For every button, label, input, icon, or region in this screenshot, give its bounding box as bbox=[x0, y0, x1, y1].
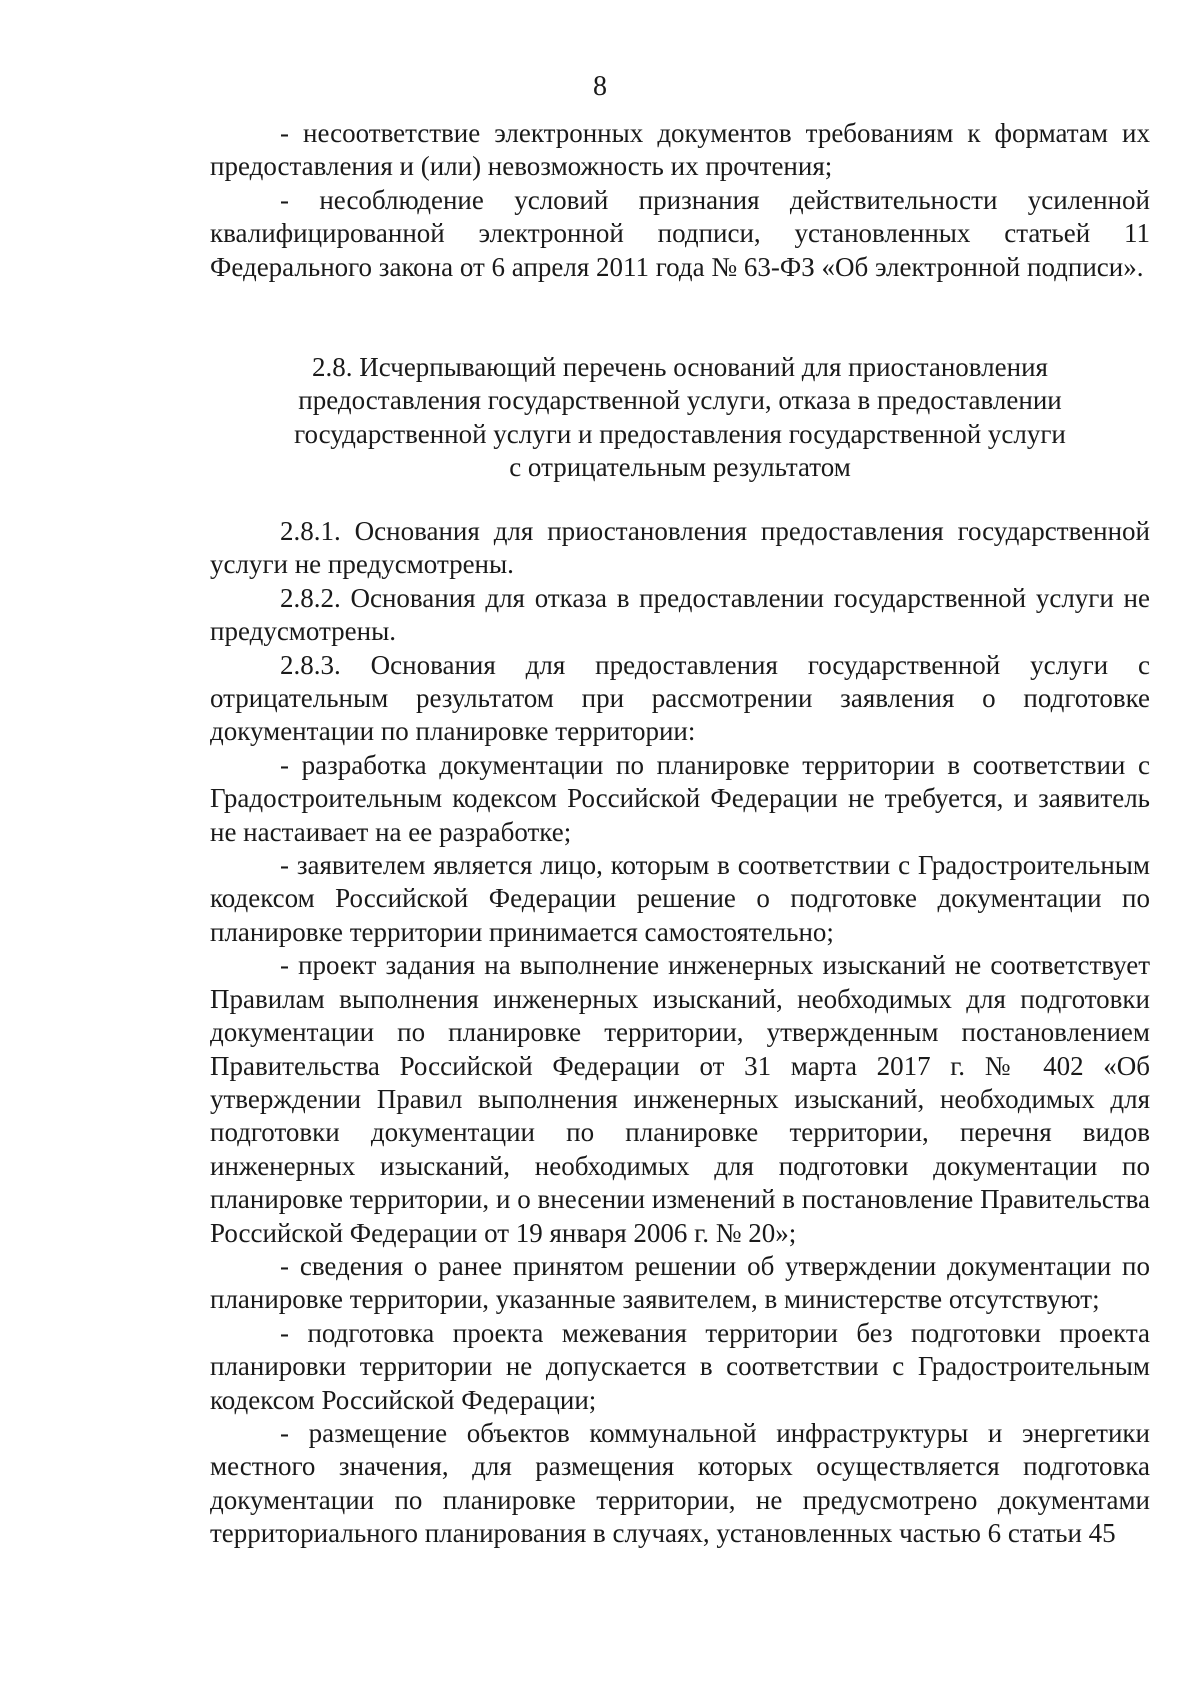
paragraph-2-8-1: 2.8.1. Основания для приостановления предоставления государственной услуги не предусмотрены. bbox=[210, 516, 1150, 580]
paragraph-2-8-2: 2.8.2. Основания для отказа в предоставлении государственной услуги не предусмотрены. bbox=[210, 582, 1150, 647]
list-item-self-decision: - заявителем является лицо, которым в соответствии с Градостроительным кодексом Российской Федерации решение о подготовке документации по планировке территории принимается самостоятельно; bbox=[210, 850, 1150, 947]
paragraph-2-8-3: 2.8.3. Основания для предоставления государственной услуги с отрицательным результатом при рассмотрении заявления о подготовке документации по планировке территории: bbox=[210, 649, 1150, 747]
page-number: 8 bbox=[593, 71, 607, 102]
list-item-survey-project: - подготовка проекта межевания территории без подготовки проекта планировки территории не допускается в соответствии с Градостроительным кодексом Российской Федерации; bbox=[210, 1317, 1150, 1415]
body-section bbox=[210, 515, 1150, 1551]
list-item-not-required: - разработка документации по планировке территории в соответствии с Градостроительным кодексом Российской Федерации не требуется, и заявитель не настаивает на ее разработке; bbox=[210, 749, 1150, 847]
section-heading-2-8 bbox=[240, 351, 1120, 485]
paragraph-format-mismatch: - несоответствие электронных документов требованиям к форматам их предоставления и (или) невозможность их прочтения; bbox=[210, 118, 1150, 182]
heading-line: предоставления государственной услуги, отказа в предоставлении bbox=[298, 385, 1062, 416]
heading-line: 2.8. Исчерпывающий перечень оснований для приостановления bbox=[312, 352, 1048, 382]
top-section bbox=[210, 117, 1150, 284]
list-item-infrastructure: - размещение объектов коммунальной инфраструктуры и энергетики местного значения, для размещения которых осуществляется подготовка документации по планировке территории, не предусмотрено документами территориального планирования в случаях, установленных частью 6 статьи 45 bbox=[210, 1417, 1150, 1549]
heading-line: государственной услуги и предоставления государственной услуги bbox=[294, 418, 1066, 449]
paragraph-signature-conditions: - несоблюдение условий признания действительности усиленной квалифицированной электронной подписи, установленных статьей 11 Федерального закона от 6 апреля 2011 года № 63-ФЗ «Об электронной подписи». bbox=[210, 184, 1150, 282]
list-item-no-prior-decision: - сведения о ранее принятом решении об утверждении документации по планировке территории, указанные заявителем, в министерстве отсутствуют; bbox=[210, 1250, 1150, 1315]
list-item-survey-mismatch: - проект задания на выполнение инженерных изысканий не соответствует Правилам выполнения инженерных изысканий, необходимых для подготовки документации по планировке территории, утвержденным постановлением Правительства Российской Федерации от 31 марта 2017 г. № 402 «Об утверждении Правил выполнения инженерных изысканий, необходимых для подготовки документации по планировке территории, перечня видов инженерных изысканий, необходимых для подготовки документации по планировке территории, и о внесении изменений в постановление Правительства Российской Федерации от 19 января 2006 г. № 20»; bbox=[210, 950, 1150, 1248]
heading-line: с отрицательным результатом bbox=[509, 452, 851, 483]
